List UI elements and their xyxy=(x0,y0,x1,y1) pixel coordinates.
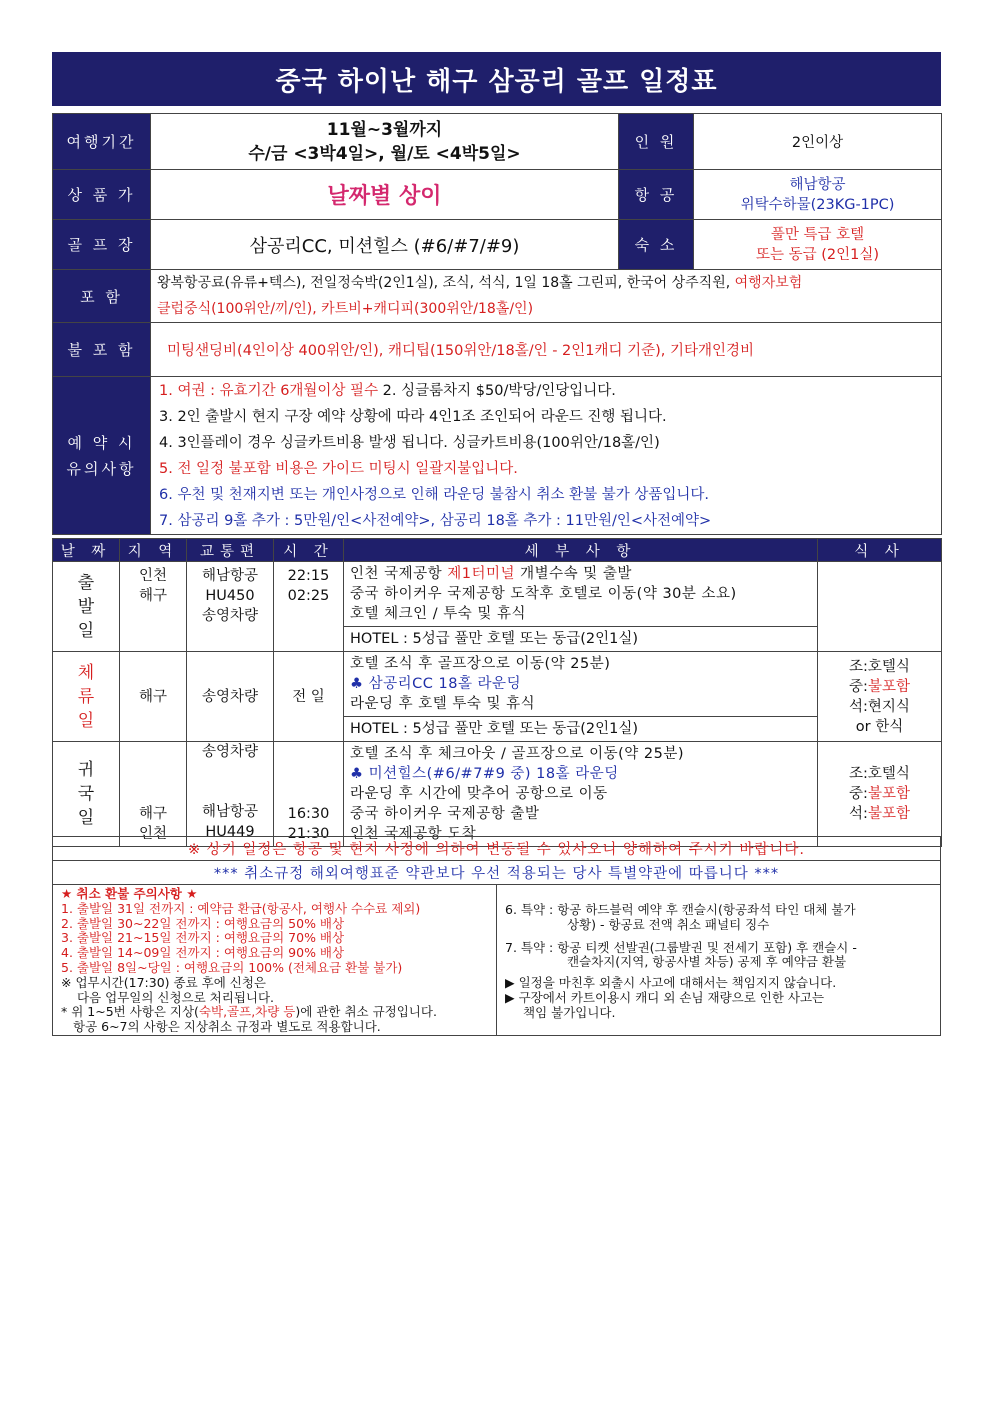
day3-meal: 조:호텔식 중:불포함 석:불포함 xyxy=(818,742,942,847)
cancel-policy-box xyxy=(52,884,941,1036)
air-label: 항 공 xyxy=(619,170,694,220)
day1-meal xyxy=(818,562,942,652)
people-value: 2인이상 xyxy=(694,114,942,170)
day2-time: 전 일 xyxy=(274,652,344,742)
header-date: 날 짜 xyxy=(53,539,120,562)
special-term-6a: 6. 특약 : 항공 하드블럭 예약 후 캔슬시(항공좌석 타인 대체 불가 xyxy=(505,902,856,917)
cancel-right-column xyxy=(497,885,940,1035)
exclude-label: 불 포 함 xyxy=(53,323,151,377)
page-title: 중국 하이난 해구 삼공리 골프 일정표 xyxy=(52,52,941,106)
disclaimer-outing: ▶ 일정을 마친후 외출시 사고에 대해서는 책임지지 않습니다. xyxy=(505,975,837,991)
ground-rule-2: 항공 6~7의 사항은 지상취소 규정과 별도로 적용합니다. xyxy=(73,1019,381,1035)
header-region: 지 역 xyxy=(120,539,187,562)
day2-name: 체 류 일 xyxy=(53,652,120,742)
office-hours-2: 다음 업무일의 신청으로 처리됩니다. xyxy=(77,989,275,1005)
note-7: 7. 삼공리 9홀 추가 : 5만원/인<사전예약>, 삼공리 18홀 추가 : 11만원/인<사전예약> xyxy=(159,512,712,529)
day3-transport: 송영차량 해남항공 HU449 xyxy=(187,742,274,847)
notice-schedule-change: ※ 상기 일정은 항공 및 현지 사정에 의하여 변동될 수 있사오니 양해하여 주시기 바랍니다. xyxy=(53,837,941,861)
notes-list xyxy=(151,377,942,535)
disclaimer-cart-1: ▶ 구장에서 카트이용시 캐디 외 손님 재량으로 인한 사고는 xyxy=(505,989,825,1005)
day1-hotel: HOTEL : 5성급 풀만 호텔 또는 동급(2인1실) xyxy=(344,627,818,652)
notes-label xyxy=(53,377,151,535)
day2-transport: 송영차량 xyxy=(187,652,274,742)
header-transport: 교통편 xyxy=(187,539,274,562)
special-term-7b: 캔슬차지(지역, 항공사별 차등) 공제 후 예약금 환불 xyxy=(567,954,847,970)
day1-transport: 해남항공 HU450 송영차량 xyxy=(187,562,274,652)
schedule-table xyxy=(52,538,942,847)
hotel-line2: 또는 동급 (2인1실) xyxy=(755,246,880,263)
hotel-label: 숙 소 xyxy=(619,220,694,270)
day2-region: 해구 xyxy=(120,652,187,742)
day2-detail: 호텔 조식 후 골프장으로 이동(약 25분) ♣ 삼공리CC 18홀 라운딩 라운딩 후 호텔 투숙 및 휴식 xyxy=(344,652,818,717)
day2-hotel: HOTEL : 5성급 풀만 호텔 또는 동급(2인1실) xyxy=(344,717,818,742)
price-label: 상 품 가 xyxy=(53,170,151,220)
cancel-item-4: 4. 출발일 14~09일 전까지 : 여행요금의 90% 배상 xyxy=(61,945,345,961)
notes-label-line1: 예 약 시 xyxy=(67,433,136,452)
exclude-value: 미팅샌딩비(4인이상 400위안/인), 캐디팁(150위안/18홀/인 - 2인1캐디 기준), 기타개인경비 xyxy=(151,323,942,377)
period-line1: 11월~3월까지 xyxy=(326,119,443,140)
cancel-item-5: 5. 출발일 8일~당일 : 여행요금의 100% (전체요금 환불 불가) xyxy=(61,959,403,975)
cancel-item-1: 1. 출발일 31일 전까지 : 예약금 환급(항공사, 여행사 수수료 제외) xyxy=(61,900,421,916)
period-label: 여행기간 xyxy=(53,114,151,170)
period-value xyxy=(151,114,619,170)
golf-value: 삼공리CC, 미션힐스 (#6/#7/#9) xyxy=(151,220,619,270)
notice-table xyxy=(52,836,941,885)
include-value xyxy=(151,270,942,323)
header-meal: 식 사 xyxy=(818,539,942,562)
day1-time: 22:15 02:25 xyxy=(274,562,344,652)
include-line2: 클럽중식(100위안/끼/인), 카트비+캐디피(300위안/18홀/인) xyxy=(157,301,534,317)
header-detail: 세 부 사 항 xyxy=(344,539,818,562)
ground-rule-1: * 위 1~5번 사항은 지상(숙박,골프,차량 등)에 관한 취소 규정입니다. xyxy=(61,1004,437,1020)
day1-name: 출 발 일 xyxy=(53,562,120,652)
include-insurance: 여행자보험 xyxy=(734,275,803,291)
day3-time: 16:30 21:30 xyxy=(274,742,344,847)
day3-name: 귀 국 일 xyxy=(53,742,120,847)
day3-region: 해구 인천 xyxy=(120,742,187,847)
special-term-6b: 상황) - 항공료 전액 취소 패널티 징수 xyxy=(567,916,770,932)
note-3: 3. 2인 출발시 현지 구장 예약 상황에 따라 4인1조 조인되어 라운드 진행 됩니다. xyxy=(159,408,667,425)
price-value: 날짜별 상이 xyxy=(151,170,619,220)
cancel-item-3: 3. 출발일 21~15일 전까지 : 여행요금의 70% 배상 xyxy=(61,930,345,946)
air-line2: 위탁수하물(23KG-1PC) xyxy=(740,196,895,213)
hotel-line1: 풀만 특급 호텔 xyxy=(770,226,865,243)
note-2: 2. 싱글룸차지 $50/박당/인당입니다. xyxy=(378,382,616,399)
air-line1: 해남항공 xyxy=(789,176,846,193)
note-5: 5. 전 일정 불포함 비용은 가이드 미팅시 일괄지불입니다. xyxy=(159,460,518,477)
office-hours-1: ※ 업무시간(17:30) 종료 후에 신청은 xyxy=(61,974,266,990)
note-6: 6. 우천 및 천재지변 또는 개인사정으로 인해 라운딩 불참시 취소 환불 불가 상품입니다. xyxy=(159,486,709,503)
notice-cancel-policy: *** 취소규정 해외여행표준 약관보다 우선 적용되는 당사 특별약관에 따릅니다 *** xyxy=(53,861,941,885)
day1-region: 인천 해구 xyxy=(120,562,187,652)
hotel-value xyxy=(694,220,942,270)
day1-detail: 인천 국제공항 제1터미널 개별수속 및 출발 중국 하이커우 국제공항 도착후 호텔로 이동(약 30분 소요) 호텔 체크인 / 투숙 및 휴식 xyxy=(344,562,818,627)
special-term-7a: 7. 특약 : 항공 티켓 선발권(그룹발권 및 전세기 포함) 후 캔슬시 - xyxy=(505,939,857,955)
air-value xyxy=(694,170,942,220)
golf-label: 골 프 장 xyxy=(53,220,151,270)
header-time: 시 간 xyxy=(274,539,344,562)
day3-detail: 호텔 조식 후 체크아웃 / 골프장으로 이동(약 25분) ♣ 미션힐스(#6/#7#9 중) 18홀 라운딩 라운딩 후 시간에 맞추어 공항으로 이동 중국 하이커우 국제공항 출발 인천 국제공항 도착 xyxy=(344,742,818,847)
note-1: 1. 여권 : 유효기간 6개월이상 필수 xyxy=(159,382,379,399)
cancel-heading: ★ 취소 환불 주의사항 ★ xyxy=(61,886,198,901)
disclaimer-cart-2: 책임 불가입니다. xyxy=(523,1004,616,1020)
include-label: 포 함 xyxy=(53,270,151,323)
cancel-left-column xyxy=(53,885,497,1035)
notes-label-line2: 유의사항 xyxy=(66,459,137,478)
cancel-item-2: 2. 출발일 30~22일 전까지 : 여행요금의 50% 배상 xyxy=(61,915,345,931)
note-4: 4. 3인플레이 경우 싱글카트비용 발생 됩니다. 싱글카트비용(100위안/18홀/인) xyxy=(159,434,660,451)
people-label: 인 원 xyxy=(619,114,694,170)
day2-meal: 조:호텔식 중:불포함 석:현지식 or 한식 xyxy=(818,652,942,742)
info-table xyxy=(52,113,942,535)
period-line2: 수/금 <3박4일>, 월/토 <4박5일> xyxy=(248,143,521,164)
include-line1: 왕복항공료(유류+텍스), 전일정숙박(2인1실), 조식, 석식, 1일 18홀 그린피, 한국어 상주직원, xyxy=(157,275,735,291)
